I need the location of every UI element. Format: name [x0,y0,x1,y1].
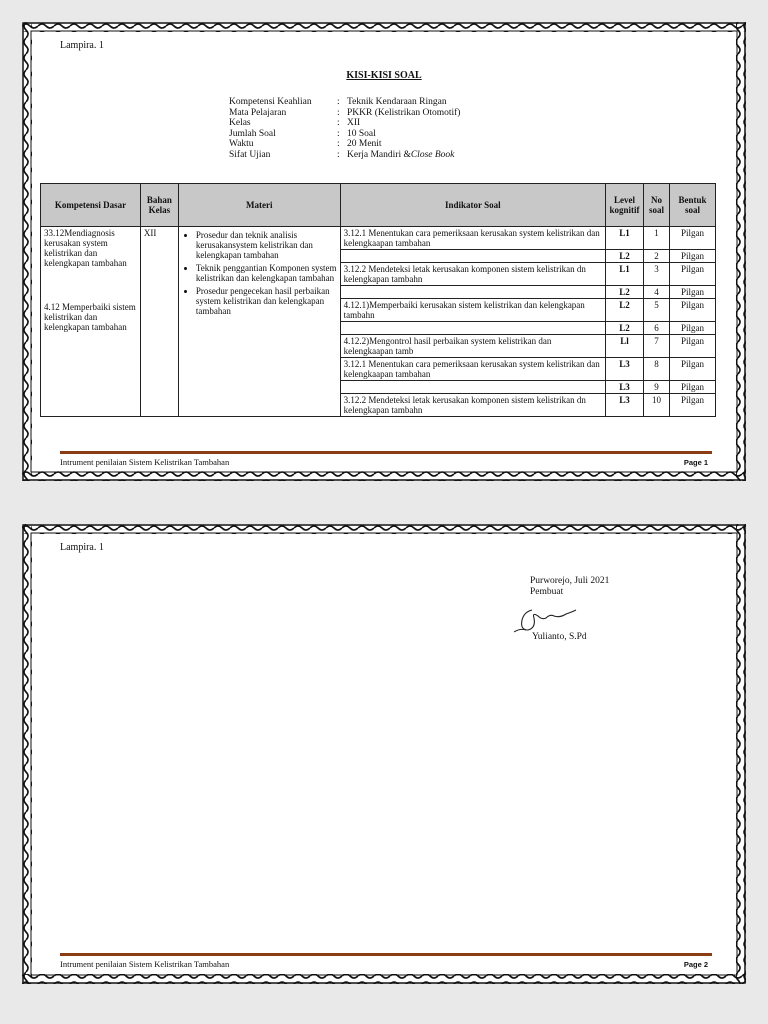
kisi-table [40,183,716,417]
kompetensi-dasar-cell [41,227,141,417]
table-row [41,227,716,250]
materi-cell [178,227,340,417]
meta-colon: : [337,97,340,107]
level-cell: L3 [606,358,644,381]
meta-colon: : [337,128,340,139]
meta-colon: : [337,149,340,160]
indikator-cell [340,322,605,335]
meta-row [229,150,460,161]
level-cell: L2 [606,250,644,263]
document-page-2 [22,524,746,984]
bentuk-soal-cell: Pilgan [669,322,715,335]
level-cell: L3 [606,381,644,394]
meta-value: 10 Soal [347,128,376,139]
page-title: KISI-KISI SOAL [346,70,422,81]
meta-label: Jumlah Soal [229,128,276,139]
lampira-label: Lampira. 1 [60,542,104,553]
no-soal-cell: 1 [644,227,670,250]
no-soal-cell: 3 [644,263,670,286]
meta-colon: : [337,107,340,118]
signer-name: Yulianto, S.Pd [532,632,587,642]
no-soal-cell: 7 [644,335,670,358]
indikator-cell [340,286,605,299]
exam-meta [229,97,460,160]
level-cell: L1 [606,227,644,250]
meta-value-italic: Close Book [410,149,455,160]
footer-rule [60,953,712,956]
column-header: Bentuk soal [669,184,715,227]
no-soal-cell: 4 [644,286,670,299]
page-number: Page 1 [683,458,708,467]
meta-value-text: Kerja Mandiri & [347,149,411,160]
no-soal-cell: 8 [644,358,670,381]
meta-colon: : [337,139,340,149]
bentuk-soal-cell: Pilgan [669,394,715,417]
meta-label: Kompetensi Keahlian [229,97,312,107]
place-date: Purworejo, Juli 2021 [530,576,610,586]
no-soal-cell: 2 [644,250,670,263]
page-number: Page 2 [683,960,708,969]
meta-value: 20 Menit [347,139,382,149]
indikator-cell: 3.12.1 Menentukan cara pemeriksaan kerusakan system kelistrikan dan kelengkaapan tambahan [340,227,605,250]
indikator-cell [340,250,605,263]
column-header: Bahan Kelas [140,184,178,227]
column-header: Level kognitif [606,184,644,227]
no-soal-cell: 10 [644,394,670,417]
meta-label: Mata Pelajaran [229,107,287,118]
column-header: Indikator Soal [340,184,605,227]
level-cell: L1 [606,263,644,286]
bentuk-soal-cell: Pilgan [669,227,715,250]
level-cell: L3 [606,394,644,417]
bentuk-soal-cell: Pilgan [669,286,715,299]
table-header-row [41,184,716,227]
no-soal-cell: 5 [644,299,670,322]
meta-row [229,108,460,119]
bentuk-soal-cell: Pilgan [669,335,715,358]
meta-row [229,97,460,108]
level-cell: L2 [606,322,644,335]
level-cell: L2 [606,286,644,299]
kd-item: 4.12 Memperbaiki sistem kelistrikan dan kelengkapan tambahan [44,302,136,332]
column-header: Kompetensi Dasar [41,184,141,227]
kd-item: 33.12Mendiagnosis kerusakan system kelistrikan dan kelengkapan tambahan [44,228,127,268]
signature-block [530,576,609,597]
meta-row [229,139,460,150]
bahan-kelas-cell: XII [140,227,178,417]
lampira-label: Lampira. 1 [60,40,104,51]
decorative-border [22,524,746,984]
materi-list [182,230,337,316]
bentuk-soal-cell: Pilgan [669,250,715,263]
meta-label: Sifat Ujian [229,149,271,160]
meta-value: XII [347,118,361,128]
indikator-cell: 4.12.1)Memperbaiki kerusakan sistem kelistrikan dan kelengkapan tambahn [340,299,605,322]
no-soal-cell: 9 [644,381,670,394]
indikator-cell: 3.12.1 Menentukan cara pemeriksaan kerusakan system kelistrikan dan kelengkaapan tambahan [340,358,605,381]
footer-rule [60,451,712,454]
meta-label: Kelas [229,118,251,128]
column-header: No soal [644,184,670,227]
meta-colon: : [337,118,340,128]
meta-value [347,150,454,161]
meta-value: PKKR (Kelistrikan Otomotif) [347,107,461,118]
footer-text: Intrument penilaian Sistem Kelistrikan Tambahan [60,457,230,467]
level-cell: L2 [606,299,644,322]
document-page-1 [22,22,746,481]
bentuk-soal-cell: Pilgan [669,263,715,286]
no-soal-cell: 6 [644,322,670,335]
signer-role: Pembuat [530,586,564,597]
indikator-cell: 4.12.2)Mengontrol hasil perbaikan system kelistrikan dan kelengkaapan tamb [340,335,605,358]
bentuk-soal-cell: Pilgan [669,299,715,322]
footer-text: Intrument penilaian Sistem Kelistrikan Tambahan [60,959,230,969]
column-header: Materi [178,184,340,227]
list-item: • Prosedur dan teknik analisis kerusakansystem kelistrikan dan kelengkapan tambahan [196,230,337,260]
indikator-cell: 3.12.2 Mendeteksi letak kerusakan komponen sistem kelistrikan dn kelengkapan tambahn [340,263,605,286]
meta-row [229,129,460,140]
bentuk-soal-cell: Pilgan [669,358,715,381]
bentuk-soal-cell: Pilgan [669,381,715,394]
level-cell: Ll [606,335,644,358]
meta-row [229,118,460,129]
list-item: • Prosedur pengecekan hasil perbaikan system kelistrikan dan kelengkapan tambahan [196,286,337,316]
list-item: • Teknik penggantian Komponen system kelistrikan dan kelengkapan tambahan [196,263,337,283]
meta-value: Teknik Kendaraan Ringan [347,97,447,107]
indikator-cell: 3.12.2 Mendeteksi letak kerusakan komponen sistem kelistrikan dn kelengkapan tambahn [340,394,605,417]
meta-label: Waktu [229,139,254,149]
indikator-cell [340,381,605,394]
